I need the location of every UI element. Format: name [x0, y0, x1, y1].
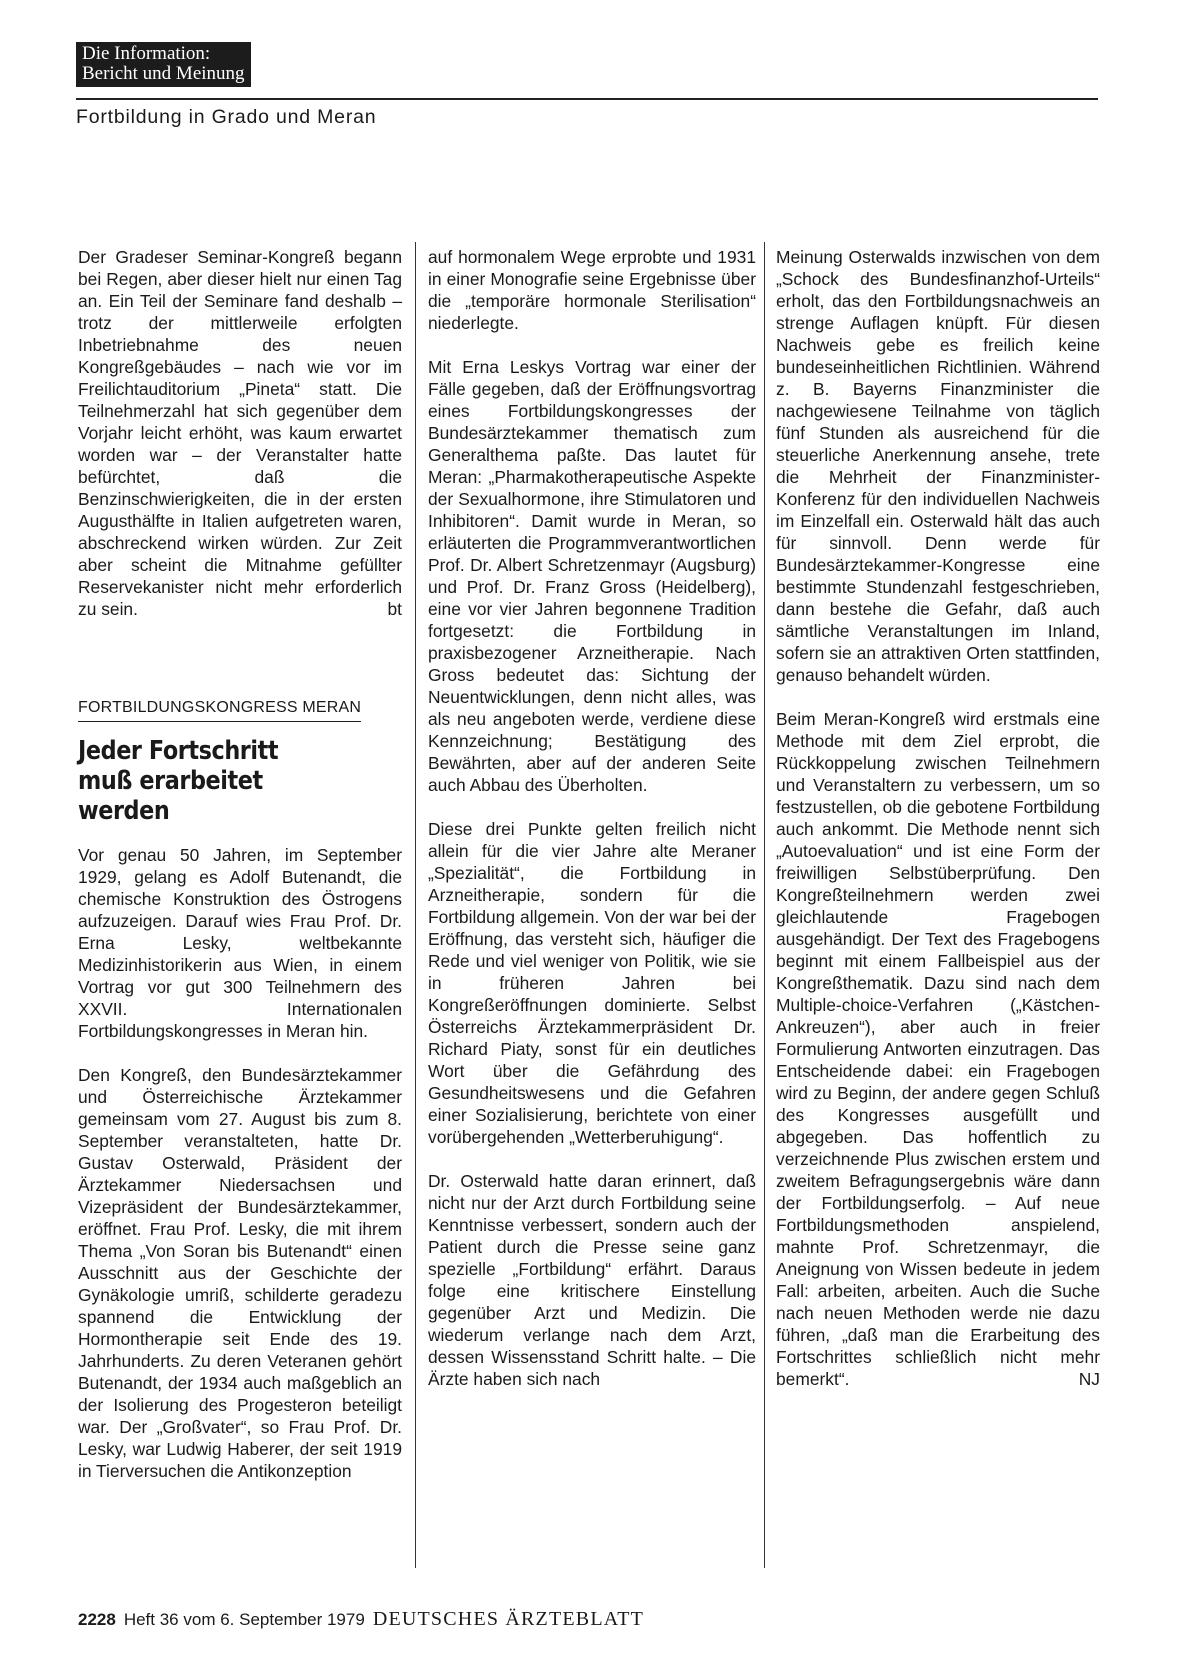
paragraph: Meinung Osterwalds inzwischen von dem „Schock des Bundesfinanzhof-Urteils“ erholt, das den Fortbildungsnachweis an strenge Auflagen knüpft. Für diesen Nachweis gebe es freilich keine bundeseinheitlichen Richtlinien. Während z. B. Bayerns Finanzminister die nachgewiesene Teilnahme von täglich fünf Stunden als ausreichend für die steuerliche Anerkennung ansehe, trete die Mehrheit der Finanzminister-Konferenz für den individuellen Nachweis im Einzelfall ein. Osterwald hält das auch für sinnvoll. Denn werde für Bundesärztekammer-Kongresse eine bestimmte Stundenzahl festgeschrieben, dann bestehe die Gefahr, daß auch sämtliche Veranstaltungen im Inland, sofern sie an attraktiven Orten stattfinden, genauso behandelt würden. — [776, 247, 1100, 685]
page-footer — [78, 1608, 644, 1631]
paragraph: Vor genau 50 Jahren, im September 1929, gelang es Adolf Butenandt, die chemische Konstruktion des Östrogens aufzuzeigen. Darauf wies Frau Prof. Dr. Erna Lesky, weltbekannte Medizinhistorikerin aus Wien, in einem Vortrag vor gut 300 Teilnehmern des XXVII. Internationalen Fortbildungskongresses in Meran hin. — [78, 845, 402, 1041]
magazine-name: DEUTSCHES ÄRZTEBLATT — [372, 1608, 645, 1630]
header-rule — [76, 98, 1098, 100]
paragraph: Mit Erna Leskys Vortrag war einer der Fälle gegeben, daß der Eröffnungsvortrag eines Fortbildungskongresses der Bundesärztekammer thematisch zum Generalthema paßte. Das lautet für Meran: „Pharmakotherapeutische Aspekte der Sexualhormone, ihre Stimulatoren und Inhibitoren“. Damit wurde in Meran, so erläuterten die Programmverantwortlichen Prof. Dr. Albert Schretzenmayr (Augsburg) und Prof. Dr. Franz Gross (Heidelberg), eine vor vier Jahren begonnene Tradition fortgesetzt: die Fortbildung in praxisbezogener Arzneitherapie. Nach Gross bedeutet das: Sichtung der Neuentwicklungen, denn nicht alles, was als neu angeboten werde, verdiene diese Kennzeichnung; Bestätigung des Bewährten, aber auf der anderen Seite auch Abbau des Überholten. — [428, 357, 756, 795]
issue-info: Heft 36 vom 6. September 1979 — [123, 1610, 365, 1629]
paragraph — [776, 708, 1100, 1390]
article-kicker: FORTBILDUNGSKONGRESS MERAN — [78, 699, 361, 722]
column-divider-2 — [764, 242, 765, 1568]
column-1 — [78, 246, 402, 1482]
column-2 — [428, 246, 756, 1390]
column-3 — [776, 246, 1100, 1390]
badge-line-2: Bericht und Meinung — [82, 63, 245, 84]
paragraph — [78, 246, 402, 620]
paragraph-text: Der Gradeser Seminar-Kongreß begann bei Regen, aber dieser hielt nur einen Tag an. Ein Teil der Seminare fand deshalb – trotz der mittlerweile erfolgten Inbetriebnahme des neuen Kongreßgebäudes – nach wie vor im Freilichtauditorium „Pineta“ statt. Die Teilnehmerzahl hat sich gegenüber dem Vorjahr leicht erhöht, was kaum erwartet worden war – der Veranstalter hatte befürchtet, daß die Benzinschwierigkeiten, die in der ersten Augusthälfte in Italien aufgetreten waren, abschreckend wirken würden. Zur Zeit aber scheint die Mitnahme gefüllter Reservekanister nicht mehr erforderlich zu sein. — [78, 247, 402, 619]
paragraph: Den Kongreß, den Bundesärztekammer und Österreichische Ärztekammer gemeinsam vom 27. August bis zum 8. September veranstalteten, hatte Dr. Gustav Osterwald, Präsident der Ärztekammer Niedersachsen und Vizepräsident der Bundesärztekammer, eröffnet. Frau Prof. Lesky, die mit ihrem Thema „Von Soran bis Butenandt“ einen Ausschnitt aus der Geschichte der Gynäkologie umriß, schilderte geradezu spannend die Entwicklung der Hormontherapie seit Ende des 19. Jahrhunderts. Zu deren Veteranen gehört Butenandt, der 1934 auch maßgeblich an der Isolierung des Progesteron beteiligt war. Der „Großvater“, so Frau Prof. Dr. Lesky, war Ludwig Haberer, der seit 1919 in Tierversuchen die Antikonzeption — [78, 1065, 402, 1481]
column-divider-1 — [415, 242, 416, 1568]
paragraph: Dr. Osterwald hatte daran erinnert, daß nicht nur der Arzt durch Fortbildung seine Kenntnisse verbessert, sondern auch der Patient durch die Presse seine ganz spezielle „Fortbildung“ erfährt. Daraus folge eine kritischere Einstellung gegenüber Arzt und Medizin. Die wiederum verlange nach dem Arzt, dessen Wissensstand Schritt halte. – Die Ärzte haben sich nach — [428, 1171, 756, 1389]
paragraph: auf hormonalem Wege erprobte und 1931 in einer Monografie seine Ergebnisse über die „temporäre hormonale Sterilisation“ niederlegte. — [428, 247, 756, 333]
author-signature: NJ — [1078, 1369, 1100, 1389]
paragraph-text: Beim Meran-Kongreß wird erstmals eine Methode mit dem Ziel erprobt, die Rückkoppelung zwischen Teilnehmern und Veranstaltern zu verbessern, um so festzustellen, ob die gebotene Fortbildung auch ankommt. Die Methode nennt sich „Autoevaluation“ und ist eine Form der freiwilligen Selbstüberprüfung. Den Kongreßteilnehmern werden zwei gleichlautende Fragebogen ausgehändigt. Der Text des Fragebogens beginnt mit einem Fallbeispiel aus der Kongreßthematik. Dazu sind nach dem Multiple-choice-Verfahren („Kästchen-Ankreuzen“), aber auch in freier Formulierung Antworten einzutragen. Das Entscheidende dabei: ein Fragebogen wird zu Beginn, der andere gegen Schluß des Kongresses ausgefüllt und abgegeben. Das hoffentlich zu verzeichnende Plus zwischen erstem und zweitem Befragungsergebnis wäre dann der Fortbildungserfolg. – Auf neue Fortbildungsmethoden anspielend, mahnte Prof. Schretzenmayr, die Aneignung von Wissen bedeute in jedem Fall: arbeiten, arbeiten. Auch die Suche nach neuen Methoden werde nie dazu führen, „daß man die Erarbeitung des Fortschrittes schließlich nicht mehr bemerkt“. — [776, 709, 1100, 1389]
section-badge — [76, 42, 251, 87]
page-number: 2228 — [78, 1610, 116, 1629]
article-headline — [78, 736, 357, 826]
section-title: Fortbildung in Grado und Meran — [76, 106, 377, 128]
headline-line-2: muß erarbeitet werden — [78, 766, 263, 826]
headline-line-1: Jeder Fortschritt — [78, 736, 279, 766]
badge-line-1: Die Information: — [82, 43, 211, 64]
paragraph: Diese drei Punkte gelten freilich nicht allein für die vier Jahre alte Meraner „Spezialität“, die Fortbildung in Arzneitherapie, sondern für die Fortbildung allgemein. Von der war bei der Eröffnung, das versteht sich, häufiger die Rede und viel weniger von Politik, wie sie in früheren Jahren bei Kongreßeröffnungen dominierte. Selbst Österreichs Ärztekammerpräsident Dr. Richard Piaty, sonst für ein deutliches Wort über die Gefährdung des Gesundheitswesens und die Gefahren einer Sozialisierung, berichtete von einer vorübergehenden „Wetterberuhigung“. — [428, 819, 756, 1147]
author-signature: bt — [387, 599, 402, 619]
